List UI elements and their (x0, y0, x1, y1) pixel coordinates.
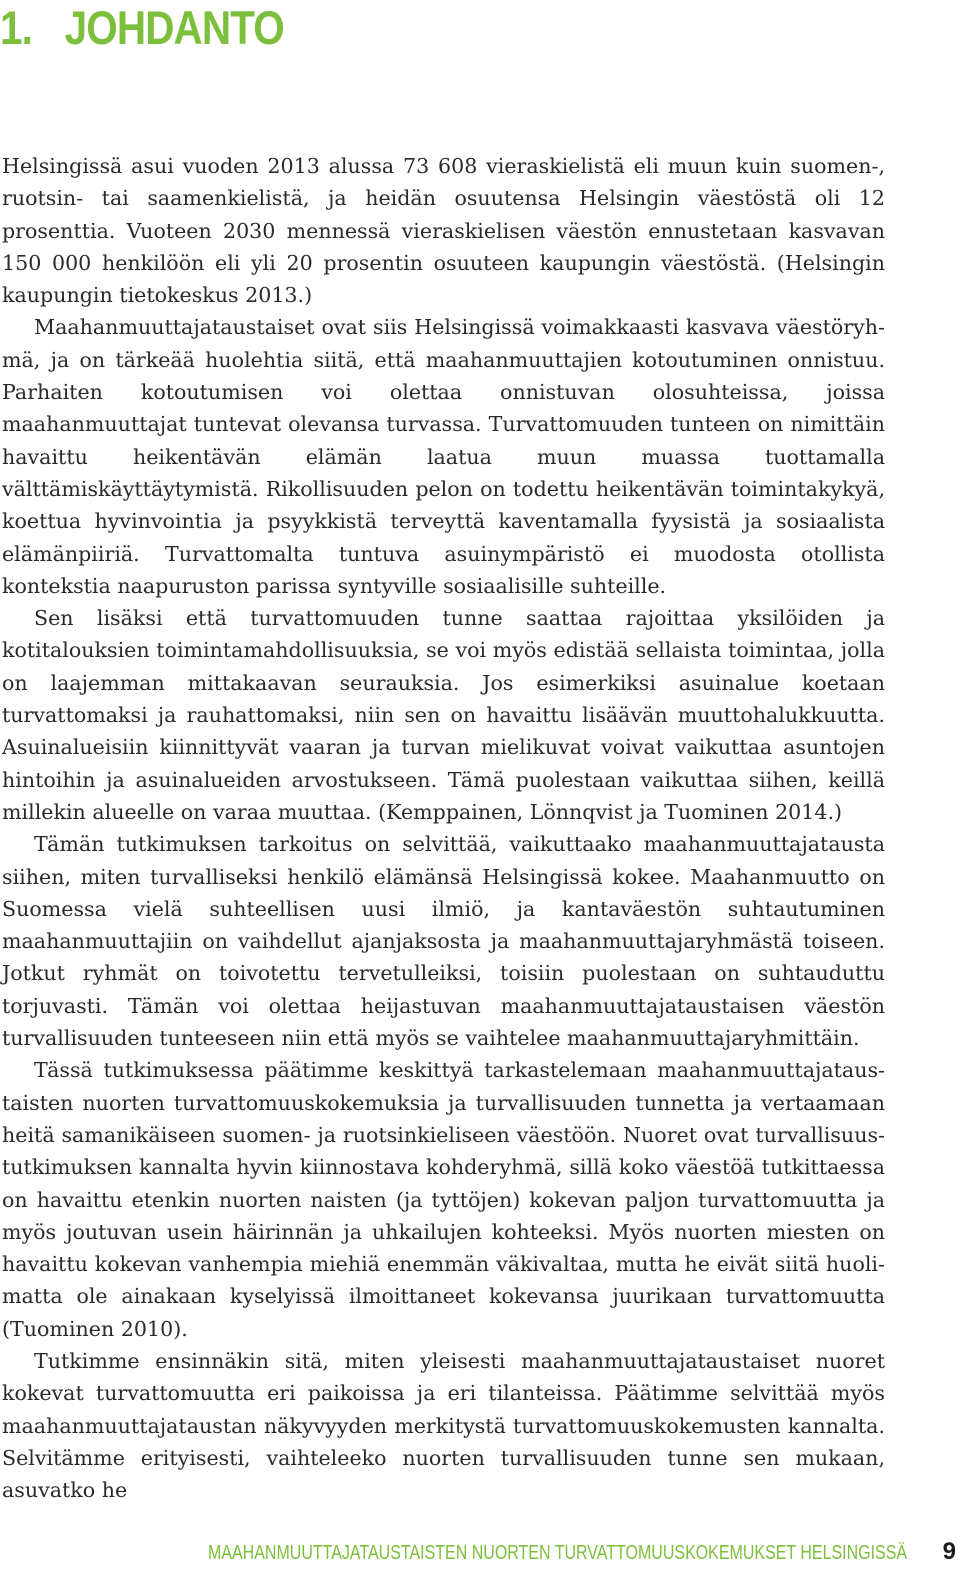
paragraph-3: Sen lisäksi että turvattomuuden tunne saattaa rajoittaa yksilöiden ja kotitalouksien toimintamahdollisuuksia, se voi myös edistää sellaista toimintaa, jolla on laajemman mittakaavan seurauksia. Jos esimerkiksi asuinalue koetaan turvattomaksi ja rauhattomaksi, niin sen on havaittu lisäävän muuttohalukkuutta. Asuinalueisiin kiinnittyvät vaaran ja turvan mielikuvat voivat vaikuttaa asuntojen hintoihin ja asuinalueiden arvostukseen. Tämä puolestaan vaikuttaa siihen, keillä millekin alueelle on varaa muuttaa. (Kemppainen, Lönnqvist ja Tuominen 2014.) (2, 606, 885, 824)
paragraph-4: Tämän tutkimuksen tarkoitus on selvittää, vaikuttaako maahanmuuttajatausta siihen, miten turvalliseksi henkilö elämänsä Helsingissä kokee. Maahanmuutto on Suomessa vielä suhteellisen uusi ilmiö, ja kantaväestön suhtautuminen maahanmuuttajiin on vaihdellut ajanjaksosta ja maahanmuuttajaryhmästä toiseen. Jotkut ryhmät on toivotettu tervetulleiksi, toisiin puolestaan on suhtauduttu torjuvasti. Tämän voi olettaa heijastuvan maahanmuuttajataustaisen väestön turvallisuuden tunteeseen niin että myös se vaihtelee maahanmuuttajaryhmittäin. (2, 832, 885, 1051)
paragraph-1: Helsingissä asui vuoden 2013 alussa 73 608 vieraskielistä eli muun kuin suomen-, ruotsin- tai saamenkielistä, ja heidän osuutensa Helsingin väestöstä oli 12 prosenttia. Vuoteen 2030 mennessä vieraskielisen väestön ennustetaan kasvavan 150 000 henkilöön eli yli 20 prosentin osuuteen kaupungin väestöstä. (Helsingin kaupungin tietokeskus 2013.) (2, 154, 885, 308)
body-text (2, 150, 885, 1506)
page-footer (208, 1538, 956, 1565)
paragraph-6: Tutkimme ensinnäkin sitä, miten yleisesti maahanmuuttajataustaiset nuoret kokevat turvattomuutta eri paikoissa ja eri tilanteissa. Päätimme selvittää myös maahanmuuttajataustan näkyvyyden merkitystä turvattomuuskokemusten kannalta. Selvitämme erityisesti, vaihteleeko nuorten turvallisuuden tunne sen mukaan, asuvatko he (2, 1348, 885, 1503)
chapter-heading (0, 2, 284, 54)
running-footer-title: MAAHANMUUTTAJATAUSTAISTEN NUORTEN TURVATTOMUUSKOKEMUKSET HELSINGISSÄ (208, 1542, 908, 1564)
page-number: 9 (942, 1538, 956, 1565)
chapter-number: 1. (0, 1, 32, 54)
paragraph-2: Maahanmuuttajataustaiset ovat siis Helsingissä voimakkaasti kasvava väestöryhmä, ja on tärkeää huolehtia siitä, että maahanmuuttajien kotoutuminen onnistuu. Parhaiten kotoutumisen voi olettaa onnistuvan olosuhteissa, joissa maahanmuuttajat tuntevat olevansa turvassa. Turvattomuuden tunteen on nimittäin havaittu heikentävän elämän laatua muun muassa tuottamalla välttämiskäyttäytymistä. Rikollisuuden pelon on todettu heikentävän toimintakykyä, koettua hyvinvointia ja psyykkistä terveyttä kaventamalla fyysistä ja sosiaalista elämänpiiriä. Turvattomalta tuntuva asuinympäristö ei muodosta otollista kontekstia naapuruston parissa syntyville sosiaalisille suhteille. (2, 315, 885, 598)
paragraph-5: Tässä tutkimuksessa päätimme keskittyä tarkastelemaan maahanmuuttajataustaisten nuorten turvattomuuskokemuksia ja turvallisuuden tunnetta ja vertaamaan heitä samanikäiseen suomen- ja ruotsinkieliseen väestöön. Nuoret ovat turvallisuustutkimuksen kannalta hyvin kiinnostava kohderyhmä, sillä koko väestöä tutkittaessa on havaittu etenkin nuorten naisten (ja tyttöjen) kokevan paljon turvattomuutta ja myös joutuvan usein häirinnän ja uhkailujen kohteeksi. Myös nuorten miesten on havaittu kokevan vanhempia miehiä enemmän väkivaltaa, mutta he eivät siitä huolimatta ole ainakaan kyselyissä ilmoittaneet kokevansa juurikaan turvattomuutta (Tuominen 2010). (2, 1058, 885, 1341)
chapter-title: JOHDANTO (64, 1, 284, 54)
